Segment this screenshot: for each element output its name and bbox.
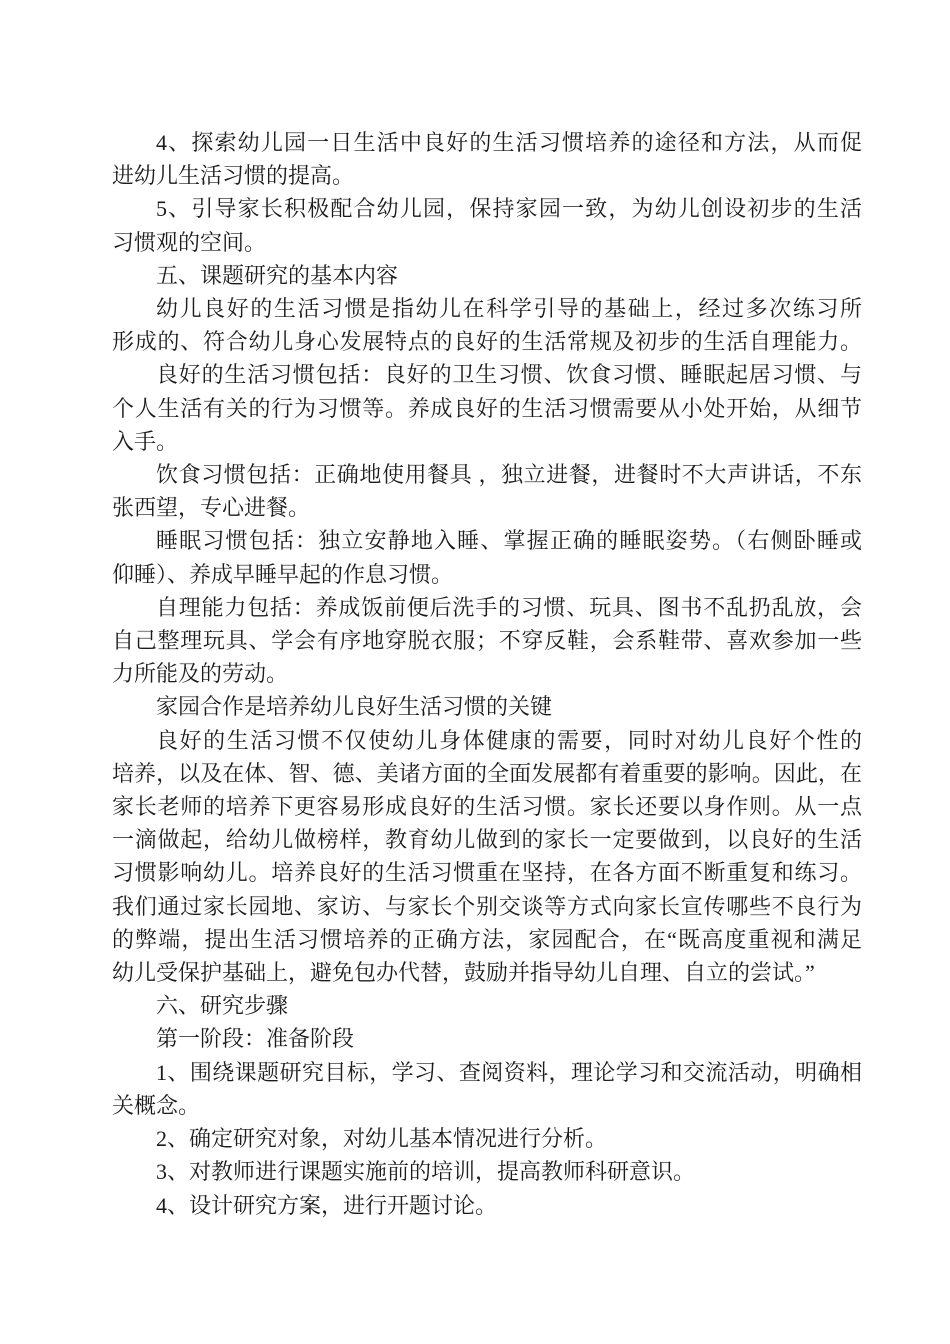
text-line: 进幼儿生活习惯的提高。 bbox=[112, 163, 355, 189]
text-line: 2、确定研究对象，对幼儿基本情况进行分析。 bbox=[156, 1126, 608, 1152]
text-line: 幼儿受保护基础上，避免包办代替，鼓励并指导幼儿自理、自立的尝试。” bbox=[112, 960, 815, 986]
text-line: 幼儿良好的生活习惯是指幼儿在科学引导的基础上，经过多次练习所 bbox=[156, 296, 862, 322]
text-line: 入手。 bbox=[112, 428, 179, 454]
text-line: 形成的、符合幼儿身心发展特点的良好的生活常规及初步的生活自理能力。 bbox=[112, 329, 862, 355]
paragraph bbox=[112, 292, 862, 358]
text-line: 五、课题研究的基本内容 bbox=[156, 262, 399, 288]
paragraph bbox=[112, 358, 862, 458]
paragraph bbox=[112, 989, 862, 1022]
paragraph bbox=[112, 259, 862, 292]
text-line: 我们通过家长园地、家访、与家长个别交谈等方式向家长宣传哪些不良行为 bbox=[112, 893, 862, 919]
text-line: 4、设计研究方案，进行开题讨论。 bbox=[156, 1192, 498, 1218]
paragraph bbox=[112, 724, 862, 990]
text-line: 良好的生活习惯不仅使幼儿身体健康的需要，同时对幼儿良好个性的 bbox=[156, 727, 862, 753]
text-line: 自理能力包括：养成饭前便后洗手的习惯、玩具、图书不乱扔乱放，会 bbox=[156, 594, 862, 620]
paragraph bbox=[112, 1155, 862, 1188]
paragraph bbox=[112, 591, 862, 691]
text-line: 睡眠习惯包括：独立安静地入睡、掌握正确的睡眠姿势。（右侧卧睡或 bbox=[156, 528, 862, 554]
text-line: 自己整理玩具、学会有序地穿脱衣服；不穿反鞋，会系鞋带、喜欢参加一些 bbox=[112, 628, 862, 654]
paragraph bbox=[112, 1056, 862, 1122]
paragraph bbox=[112, 1189, 862, 1222]
text-line: 一滴做起，给幼儿做榜样，教育幼儿做到的家长一定要做到，以良好的生活 bbox=[112, 827, 862, 853]
text-line: 习惯观的空间。 bbox=[112, 229, 267, 255]
text-line: 饮食习惯包括：正确地使用餐具 ，独立进餐，进餐时不大声讲话，不东 bbox=[156, 462, 862, 488]
text-line: 力所能及的劳动。 bbox=[112, 661, 289, 687]
text-line: 个人生活有关的行为习惯等。养成良好的生活习惯需要从小处开始，从细节 bbox=[112, 395, 862, 421]
paragraph bbox=[112, 192, 862, 258]
text-line: 4、探索幼儿园一日生活中良好的生活习惯培养的途径和方法，从而促 bbox=[156, 130, 862, 155]
paragraph bbox=[112, 1022, 862, 1055]
text-line: 习惯影响幼儿。培养良好的生活习惯重在坚持，在各方面不断重复和练习。 bbox=[112, 860, 862, 886]
paragraph bbox=[112, 524, 862, 590]
text-line: 家长老师的培养下更容易形成良好的生活习惯。家长还要以身作则。从一点 bbox=[112, 794, 862, 820]
text-line: 第一阶段：准备阶段 bbox=[156, 1026, 355, 1052]
text-line: 的弊端，提出生活习惯培养的正确方法，家园配合，在“既高度重视和满足 bbox=[112, 926, 862, 952]
text-line: 家园合作是培养幼儿良好生活习惯的关键 bbox=[156, 694, 553, 720]
text-line: 5、引导家长积极配合幼儿园，保持家园一致，为幼儿创设初步的生活 bbox=[156, 196, 862, 222]
text-line: 张西望，专心进餐。 bbox=[112, 495, 311, 521]
paragraph bbox=[112, 458, 862, 524]
text-line: 培养，以及在体、智、德、美诸方面的全面发展都有着重要的影响。因此，在 bbox=[112, 760, 862, 786]
text-line: 六、研究步骤 bbox=[156, 993, 289, 1019]
paragraph bbox=[112, 1122, 862, 1155]
text-line: 仰睡）、养成早睡早起的作息习惯。 bbox=[112, 561, 454, 587]
paragraph bbox=[112, 690, 862, 723]
document-text bbox=[112, 126, 862, 1222]
text-line: 良好的生活习惯包括：良好的卫生习惯、饮食习惯、睡眠起居习惯、与 bbox=[156, 362, 862, 388]
paragraph bbox=[112, 126, 862, 192]
text-line: 1、围绕课题研究目标，学习、查阅资料，理论学习和交流活动，明确相 bbox=[156, 1059, 862, 1085]
text-line: 3、对教师进行课题实施前的培训，提高教师科研意识。 bbox=[156, 1159, 696, 1185]
text-line: 关概念。 bbox=[112, 1092, 201, 1118]
